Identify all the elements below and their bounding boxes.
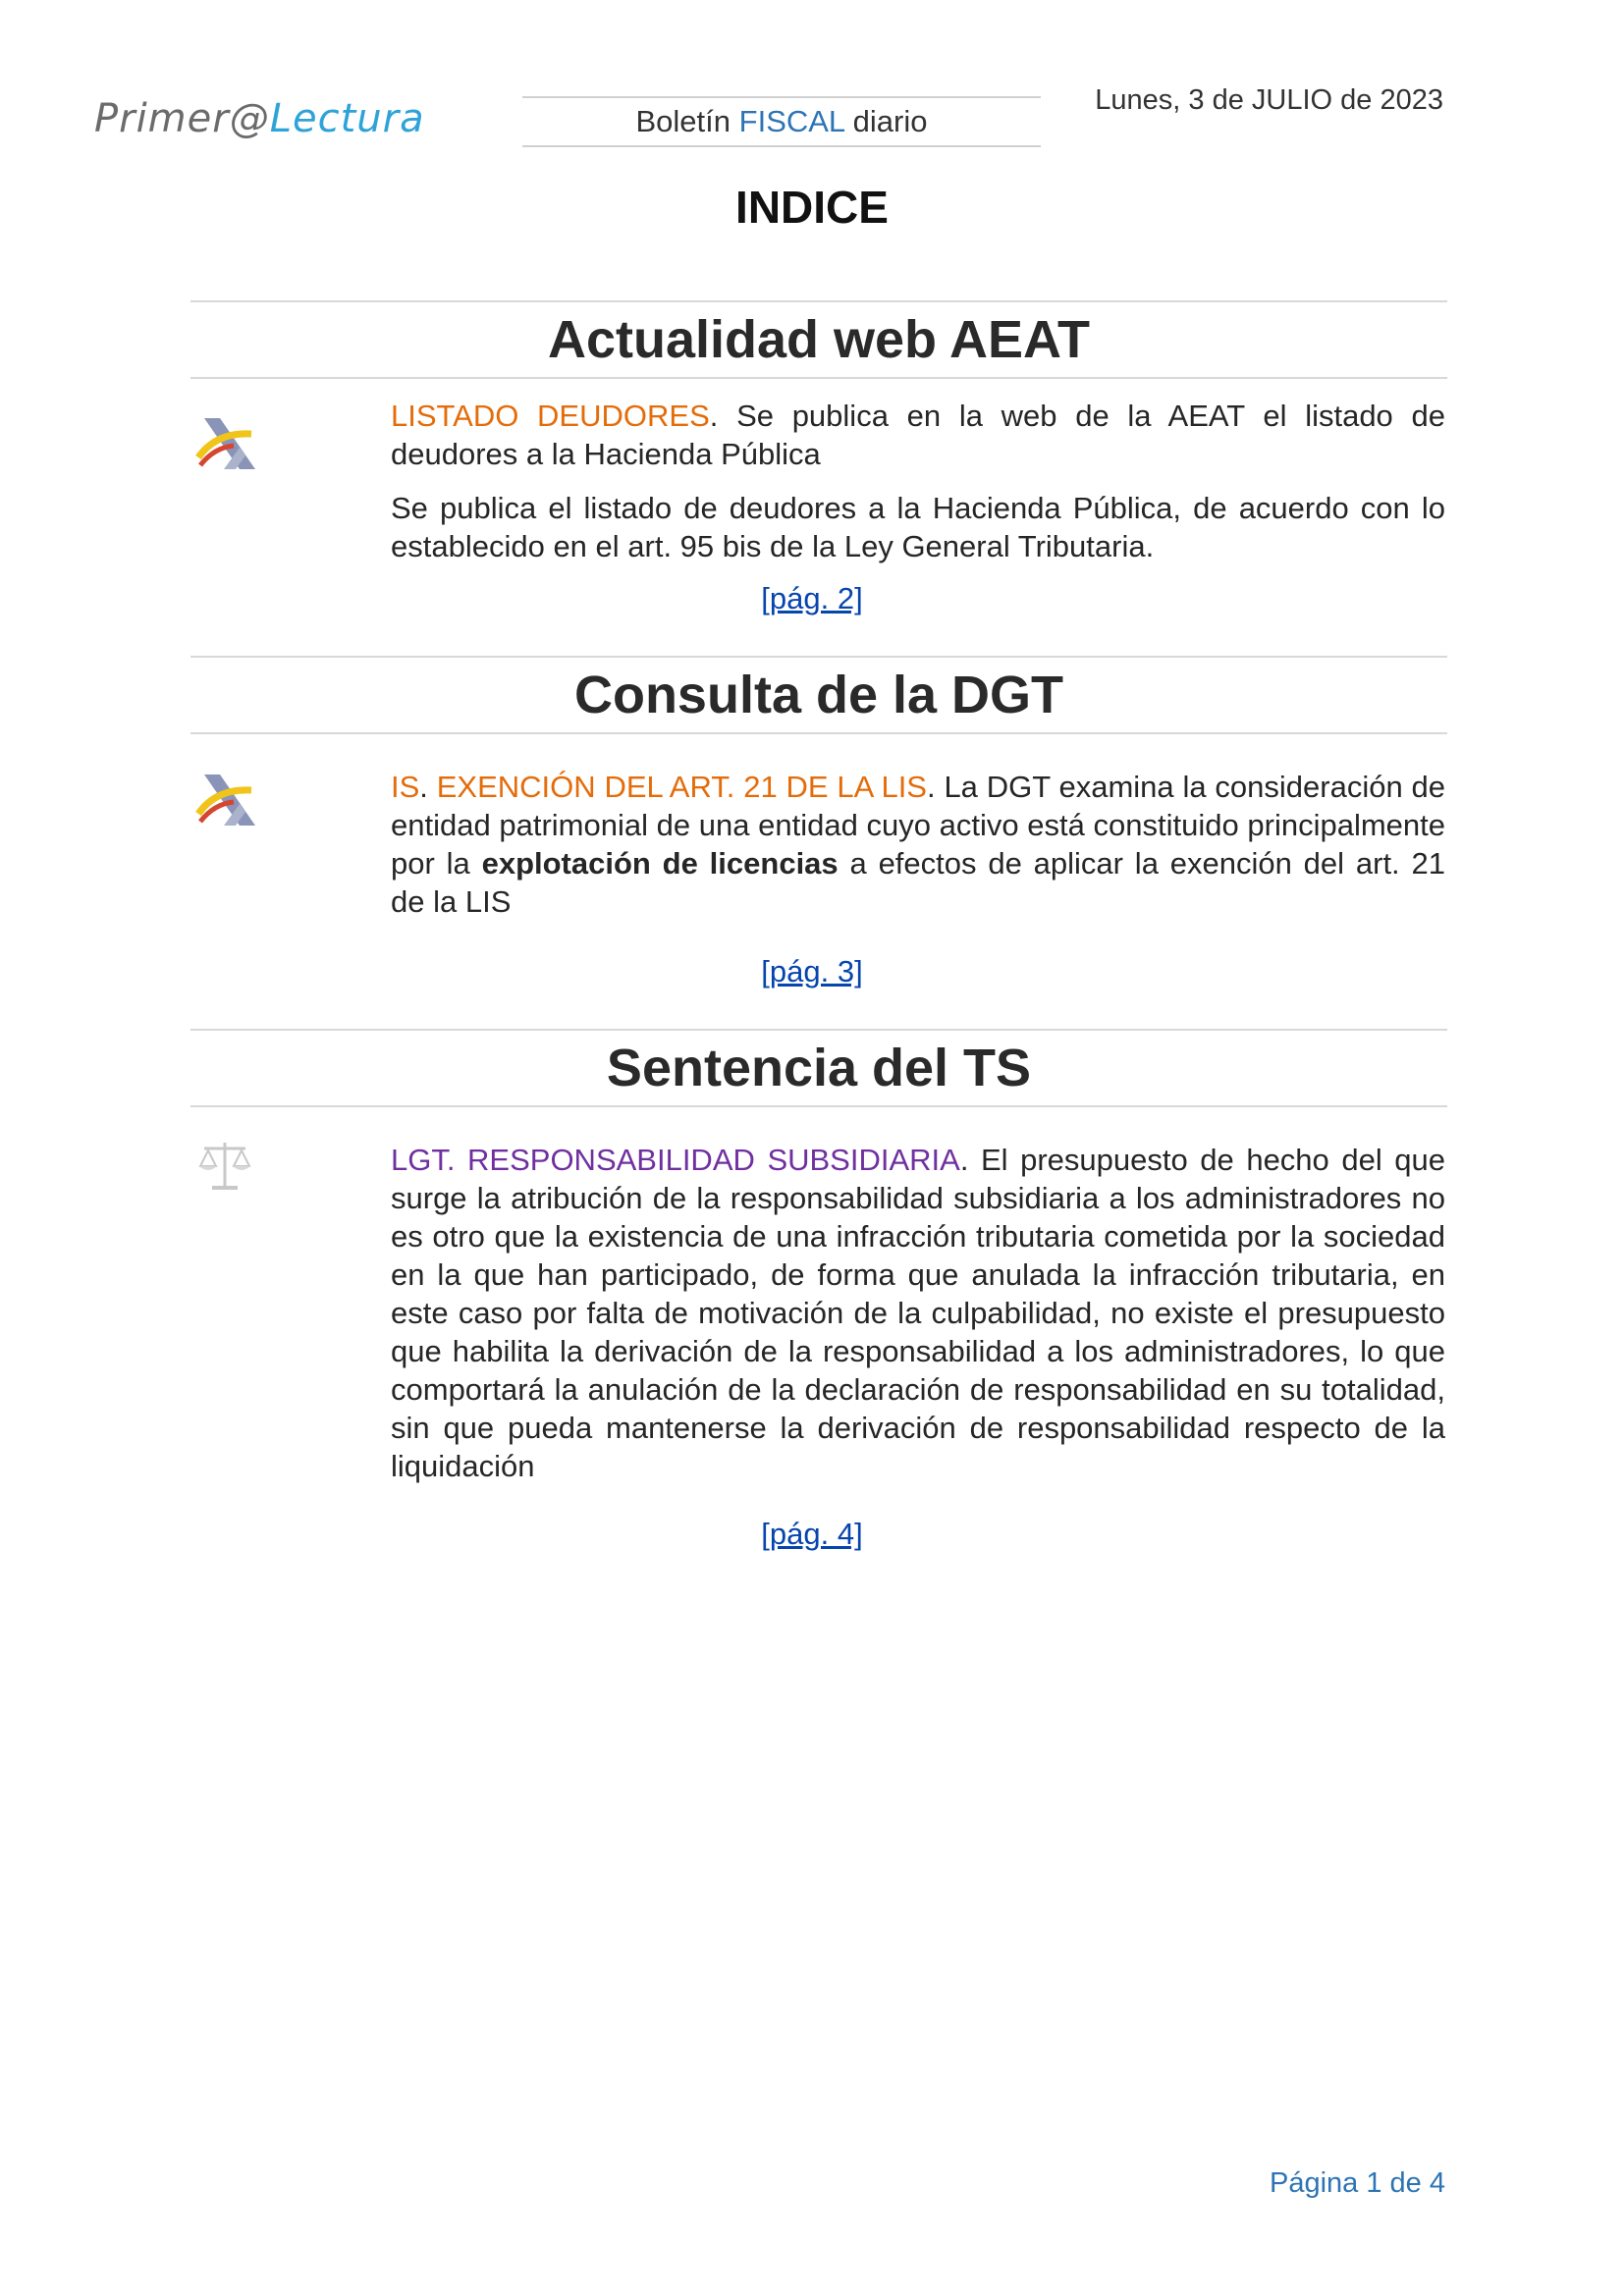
topic-highlight-exencion: EXENCIÓN DEL ART. 21 DE LA LIS — [436, 770, 927, 804]
entry-text-a: . La DGT examina la consideración de entidad patrimonial de una entidad cuyo activo está constituido principalmente por la — [391, 770, 1446, 881]
entry-body — [391, 1141, 1445, 1485]
entry-exencion-art21 — [391, 768, 1445, 921]
entry-lead — [391, 397, 1445, 473]
entry-body: Se publica el listado de deudores a la Hacienda Pública, de acuerdo con lo establecido en el art. 95 bis de la Ley General Tributaria. — [391, 491, 1445, 563]
bulletin-fiscal: FISCAL — [738, 104, 845, 138]
bulletin-suffix: diario — [852, 104, 928, 138]
page-link-3[interactable]: [pág. 3] — [761, 954, 863, 988]
section-title-aeat: Actualidad web AEAT — [190, 300, 1447, 379]
page-number: Página 1 de 4 — [1270, 2167, 1445, 2199]
lead-text: . Se publica en la web de la AEAT el listado de deudores a la Hacienda Pública — [391, 399, 1445, 471]
entry-text-b: a efectos de aplicar la exención del art. 21 de la LIS — [391, 846, 1445, 919]
issue-date: Lunes, 3 de JULIO de 2023 — [1095, 84, 1443, 116]
logo-part-lectura: Lectura — [269, 96, 425, 141]
entry-text: . El presupuesto de hecho del que surge la atribución de la responsabilidad subsidiaria a los administradores no es otro que la existencia de una infracción tributaria cometida por la sociedad en la que han participado, de forma que anulada la infracción tributaria, en este caso por falta de motivación de la culpabilidad, no existe el presupuesto que habilita la derivación de la responsabilidad a los administradores, lo que comportará la anulación de la declaración de responsabilidad en su totalidad, sin que pueda mantenerse la derivación de responsabilidad respecto de la liquidación — [391, 1143, 1445, 1483]
section-title-dgt: Consulta de la DGT — [190, 656, 1447, 734]
separator: . — [419, 770, 437, 804]
aeat-logo-icon — [194, 769, 265, 836]
entry-bold: explotación de licencias — [481, 846, 839, 881]
section-title-ts: Sentencia del TS — [190, 1029, 1447, 1107]
entry-responsabilidad-subsidiaria — [391, 1141, 1445, 1485]
bulletin-prefix: Boletín — [635, 104, 731, 138]
entry-body — [391, 768, 1445, 921]
topic-highlight: LISTADO DEUDORES — [391, 399, 710, 433]
brand-logo — [94, 96, 425, 141]
entry-listado-deudores — [391, 397, 1445, 565]
scales-of-justice-icon — [196, 1137, 253, 1199]
logo-part-primer: Primer@ — [94, 96, 270, 141]
topic-highlight-is: IS — [391, 770, 420, 804]
page-link-4[interactable]: [pág. 4] — [761, 1517, 863, 1551]
aeat-logo-icon — [194, 412, 265, 480]
index-title: INDICE — [735, 182, 889, 233]
topic-highlight: LGT. RESPONSABILIDAD SUBSIDIARIA — [391, 1143, 960, 1177]
page-link-2[interactable]: [pág. 2] — [761, 581, 863, 615]
bulletin-title — [522, 96, 1041, 147]
